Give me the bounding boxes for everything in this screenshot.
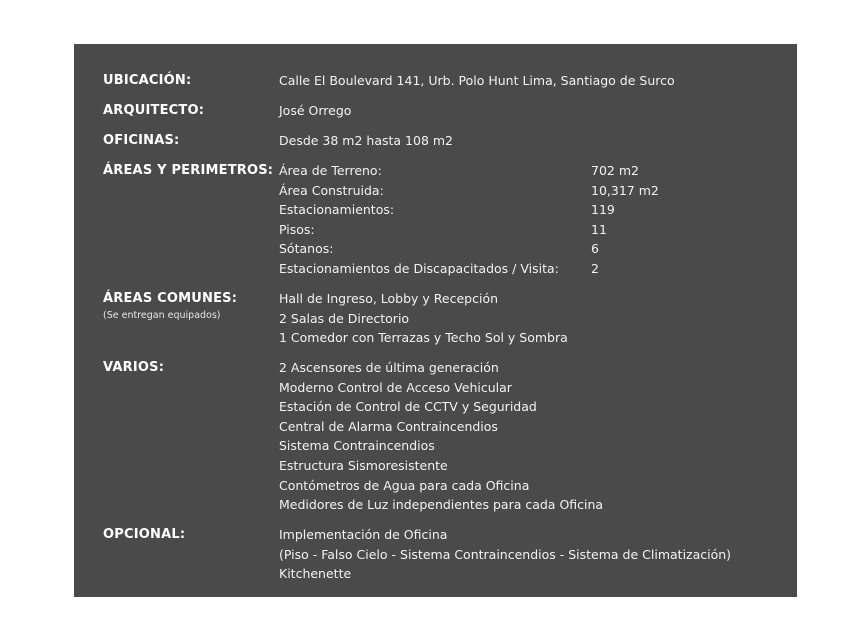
- varios-list: [279, 358, 603, 515]
- list-item: 2 Salas de Directorio: [279, 310, 410, 326]
- area-value: 10,317 m2: [591, 182, 659, 198]
- area-name: Estacionamientos:: [279, 202, 395, 218]
- label-oficinas: OFICINAS:: [103, 133, 180, 148]
- note-comunes: (Se entregan equipados): [103, 310, 221, 321]
- list-item: Estructura Sismoresistente: [279, 457, 448, 473]
- areas-values: [591, 161, 659, 279]
- list-item: Estación de Control de CCTV y Seguridad: [279, 399, 537, 415]
- area-value: 119: [591, 202, 615, 218]
- list-item: Medidores de Luz independientes para cada Oficina: [279, 497, 604, 513]
- list-item: Sistema Contraincendios: [279, 438, 435, 454]
- label-areas: ÁREAS Y PERIMETROS:: [103, 163, 274, 178]
- label-opcional: OPCIONAL:: [103, 527, 186, 542]
- opcional-list: [279, 525, 731, 584]
- area-value: 2: [591, 260, 599, 276]
- list-item: Central de Alarma Contraincendios: [279, 418, 498, 434]
- list-item: Implementación de Oficina: [279, 527, 448, 542]
- list-item: Hall de Ingreso, Lobby y Recepción: [279, 291, 499, 306]
- list-item: (Piso - Falso Cielo - Sistema Contraincendios - Sistema de Climatización): [279, 546, 732, 562]
- area-value: 11: [591, 221, 607, 237]
- area-value: 6: [591, 241, 599, 257]
- area-name: Pisos:: [279, 221, 315, 237]
- areas-names: [279, 161, 559, 279]
- list-item: 1 Comedor con Terrazas y Techo Sol y Sombra: [279, 330, 568, 346]
- comunes-list: [279, 289, 568, 348]
- list-item: Contómetros de Agua para cada Oficina: [279, 477, 530, 493]
- spec-panel: [74, 44, 797, 597]
- area-name: Sótanos:: [279, 241, 334, 257]
- list-item: Kitchenette: [279, 566, 352, 582]
- area-name: Área de Terreno:: [279, 163, 382, 178]
- area-name: Área Construida:: [279, 182, 384, 198]
- area-value: 702 m2: [591, 163, 639, 178]
- value-ubicacion: Calle El Boulevard 141, Urb. Polo Hunt Lima, Santiago de Surco: [279, 73, 675, 88]
- list-item: 2 Ascensores de última generación: [279, 360, 499, 375]
- value-arquitecto: José Orrego: [279, 103, 352, 118]
- list-item: Moderno Control de Acceso Vehicular: [279, 379, 512, 395]
- value-oficinas: Desde 38 m2 hasta 108 m2: [279, 133, 453, 148]
- label-varios: VARIOS:: [103, 360, 165, 375]
- area-name: Estacionamientos de Discapacitados / Visita:: [279, 260, 559, 276]
- label-comunes: ÁREAS COMUNES:: [103, 291, 238, 306]
- label-arquitecto: ARQUITECTO:: [103, 103, 205, 118]
- label-ubicacion: UBICACIÓN:: [103, 73, 192, 88]
